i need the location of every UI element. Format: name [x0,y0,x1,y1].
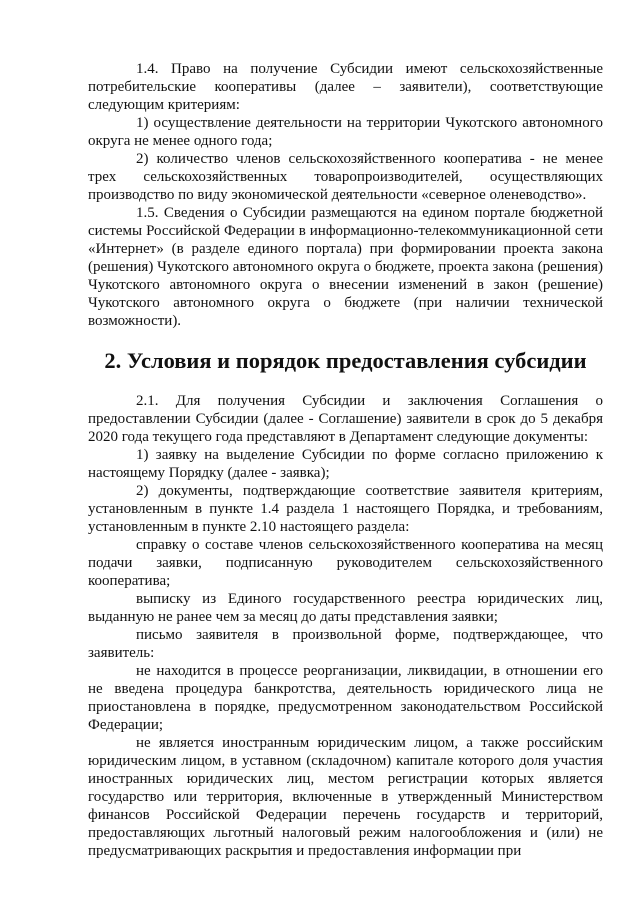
paragraph-2-1: 2.1. Для получения Субсидии и заключения Соглашения о предоставлении Субсидии (далее - Соглашение) заявители в срок до 5 декабря 2020 года текущего года представляют в Департамент следующие документы: [88,393,603,445]
item-documents: 2) документы, подтверждающие соответствие заявителя критериям, установленным в пункте 1.4 раздела 1 настоящего Порядка, и требованиям, установленным в пункте 2.10 настоящего раздела: [88,483,603,535]
section-2-title: 2. Условия и порядок предоставления субсидии [104,348,587,373]
criterion-2: 2) количество членов сельскохозяйственного кооператива - не менее трех сельскохозяйственных товаропроизводителей, осуществляющих производство по виду экономической деятельности «северное оленеводство». [88,151,603,203]
paragraph-1-5: 1.5. Сведения о Субсидии размещаются на едином портале бюджетной системы Российской Федерации в информационно-телекоммуникационной сети «Интернет» (в разделе единого портала) при формировании проекта закона (решения) Чукотского автономного округа о бюджете, проекта закона (решения) Чукотского автономного округа о внесении изменений в закон (решение) Чукотского автономного округа о бюджете (при наличии технической возможности). [88,205,603,329]
section-1 [88,60,603,330]
criterion-1: 1) осуществление деятельности на территории Чукотского автономного округа не менее одного года; [88,115,603,149]
item-members-certificate: справку о составе членов сельскохозяйственного кооператива на месяц подачи заявки, подписанную руководителем сельскохозяйственного кооператива; [88,537,603,589]
document-page [88,60,603,860]
paragraph-1-4: 1.4. Право на получение Субсидии имеют сельскохозяйственные потребительские кооперативы (далее – заявители), соответствующие следующим критериям: [88,61,603,113]
item-not-reorganizing: не находится в процессе реорганизации, ликвидации, в отношении его не введена процедура банкротства, деятельность юридического лица не приостановлена в порядке, предусмотренном законодательством Российской Федерации; [88,663,603,733]
section-2 [88,392,603,860]
item-registry-extract: выписку из Единого государственного реестра юридических лиц, выданную не ранее чем за месяц до даты представления заявки; [88,591,603,625]
item-letter: письмо заявителя в произвольной форме, подтверждающее, что заявитель: [88,627,603,661]
item-not-foreign: не является иностранным юридическим лицом, а также российским юридическим лицом, в уставном (складочном) капитале которого доля участия иностранных юридических лиц, местом регистрации которых является государство или территория, включенные в утвержденный Министерством финансов Российской Федерации перечень государств и территорий, предоставляющих льготный налоговый режим налогообложения и (или) не предусматривающих раскрытия и предоставления информации при [88,735,603,859]
item-application: 1) заявку на выделение Субсидии по форме согласно приложению к настоящему Порядку (далее - заявка); [88,447,603,481]
